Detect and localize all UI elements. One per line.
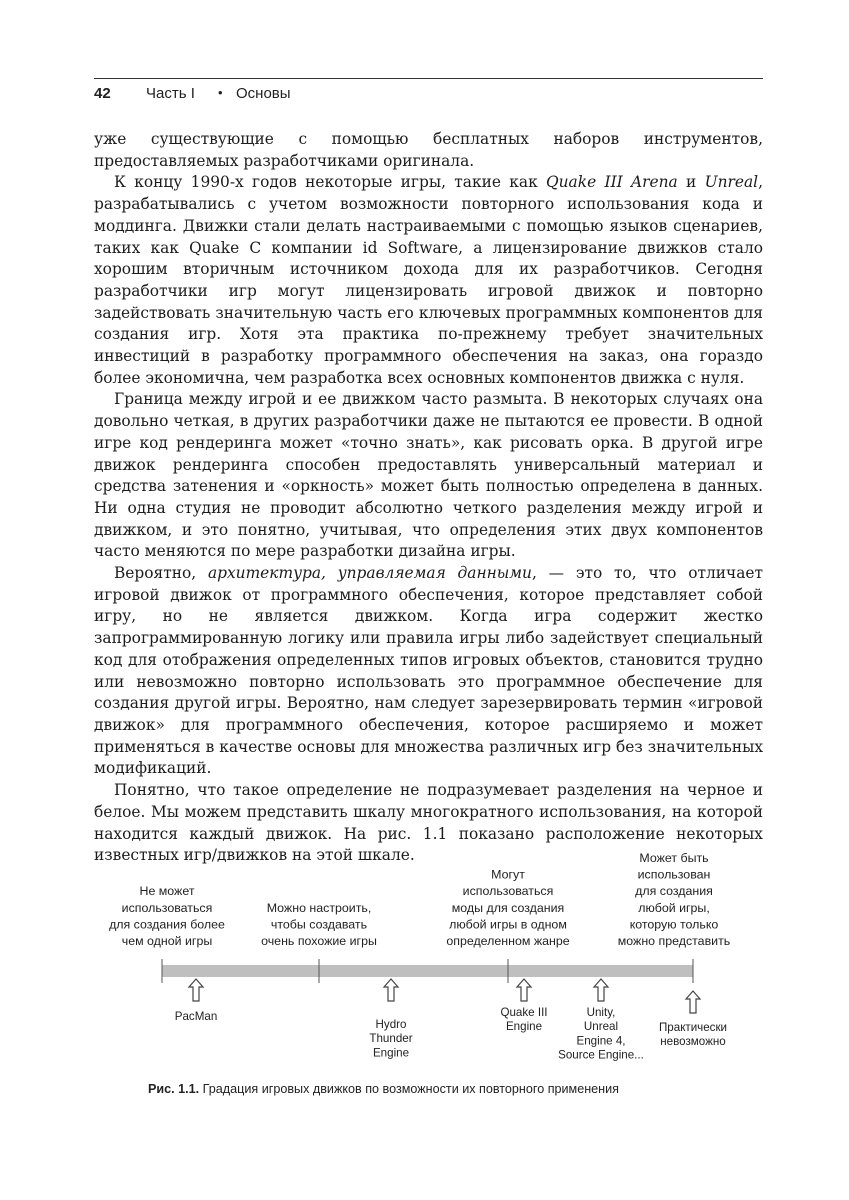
scale-label-line: Может быть [639, 851, 709, 865]
italic-term: Quake III Arena [546, 173, 678, 192]
marker-label-line: Source Engine... [558, 1048, 644, 1062]
scale-label-line: использован [637, 867, 711, 882]
scale-label-line: Можно настроить, [266, 900, 372, 915]
text-run: уже существующие с помощью бесплатных наборов инструментов, предоставляемых разработчиками оригинала. [94, 130, 763, 170]
italic-term: Unreal [704, 173, 759, 192]
marker-label-line: Unreal [583, 1020, 619, 1034]
marker-label-line: Hydro [375, 1018, 407, 1031]
figure-1-1 [90, 845, 770, 1100]
marker-label-line: Engine [372, 1046, 410, 1060]
scale-label-line: любой игры, [638, 900, 710, 915]
text-run: Понятно, что такое определение не подразумевает разделения на черное и белое. Мы можем представить шкалу многократного использования, на которой находится каждый движок. На рис. 1.1 показано расположение некоторых известных игр/движков на этой шкале. [94, 781, 763, 865]
marker-label-line: Engine 4, [576, 1034, 626, 1048]
header-separator: • [218, 85, 223, 100]
marker-label-line: PacMan [174, 1010, 218, 1023]
italic-term: архитектура, управляемая данными [207, 564, 532, 583]
up-arrow-icon [594, 979, 608, 1001]
part-title: Часть I [146, 85, 195, 102]
header-rule [94, 78, 763, 79]
up-arrow-icon [384, 979, 398, 1001]
page-number: 42 [94, 85, 111, 102]
marker-label-line: Практически [658, 1021, 728, 1034]
caption-text: Градация игровых движков по возможности их повторного применения [199, 1082, 619, 1096]
up-arrow-icon [686, 991, 700, 1013]
paragraph [94, 389, 763, 563]
text-run: , разрабатывались с учетом возможности повторного использования кода и моддинга. Движки стали делать настраиваемыми с помощью языков сценариев, таких как Quake C компании id Software, а лицензирование движков стало хорошим вторичным источником дохода для их разработчиков. Сегодня разработчики игр могут лицензировать игровой движок и повторно задействовать значительную часть его ключевых программных компонентов для создания игр. Хотя эта практика по-прежнему требует значительных инвестиций в разработку программного обеспечения на заказ, она гораздо более экономична, чем разработка всех основных компонентов движка с нуля. [94, 173, 763, 387]
scale-label-line: очень похожие игры [261, 934, 377, 948]
scale-label-line: можно представить [617, 934, 731, 948]
section-title: Основы [236, 85, 291, 102]
scale-label-line: использоваться [121, 900, 213, 915]
scale-label-line: моды для создания [451, 900, 565, 915]
up-arrow-icon [189, 979, 203, 1001]
scale-label-line: Не может [139, 884, 195, 899]
scale-label-line: для создания более [109, 917, 225, 932]
marker-label-line: Thunder [369, 1032, 413, 1046]
paragraph [94, 172, 763, 389]
up-arrow-icon [517, 979, 531, 1001]
text-run: К концу 1990-х годов некоторые игры, такие как [114, 173, 547, 192]
text-run: Граница между игрой и ее движком часто размыта. В некоторых случаях она довольно четкая, в других разработчики даже не пытаются ее провести. В одной игре код рендеринга может «точно знать», как рисовать орка. В другой игре движок рендеринга способен предоставлять универсальный материал и средства затенения и «оркность» может быть полностью определена в данных. Ни одна студия не проводит абсолютно четкого разделения между игрой и движком, и это понятно, учитывая, что определения этих двух компонентов часто меняются по мере разработки дизайна игры. [94, 390, 763, 561]
scale-label-line: которую только [629, 917, 719, 932]
reusability-scale-diagram [90, 845, 770, 1080]
body-text [94, 129, 763, 867]
scale-label-line: чем одной игры [121, 934, 213, 948]
marker-label-line: невозможно [660, 1035, 726, 1049]
scale-label-line: для создания [635, 884, 713, 899]
scale-label-line: определенном жанре [446, 934, 570, 948]
paragraph [94, 563, 763, 780]
scale-bar [162, 965, 693, 977]
caption-label: Рис. 1.1. [148, 1082, 200, 1096]
paragraph [94, 129, 763, 172]
figure-caption [148, 1082, 748, 1096]
marker-label-line: Unity, [586, 1006, 616, 1019]
text-run: , — это то, что отличает игровой движок от программного обеспечения, которое представляет собой игру, но не является движком. Когда игра содержит жестко запрограммированную логику или правила игры либо задействует специальный код для отображения определенных типов игровых объектов, становится трудно или невозможно повторно использовать это программное обеспечение для создания другой игры. Вероятно, нам следует зарезервировать термин «игровой движок» для программного обеспечения, которое расширяемо и может применяться в качестве основы для множества различных игр без значительных модификаций. [94, 564, 764, 778]
text-run: и [677, 173, 705, 192]
running-header [94, 82, 763, 104]
scale-label-line: использоваться [462, 884, 554, 899]
scale-label-line: чтобы создавать [270, 917, 368, 932]
scale-label-line: любой игры в одном [449, 917, 567, 932]
marker-label-line: Quake III [500, 1006, 548, 1019]
text-run: Вероятно, [114, 564, 208, 583]
scale-label-line: Могут [491, 867, 525, 882]
marker-label-line: Engine [505, 1020, 543, 1034]
